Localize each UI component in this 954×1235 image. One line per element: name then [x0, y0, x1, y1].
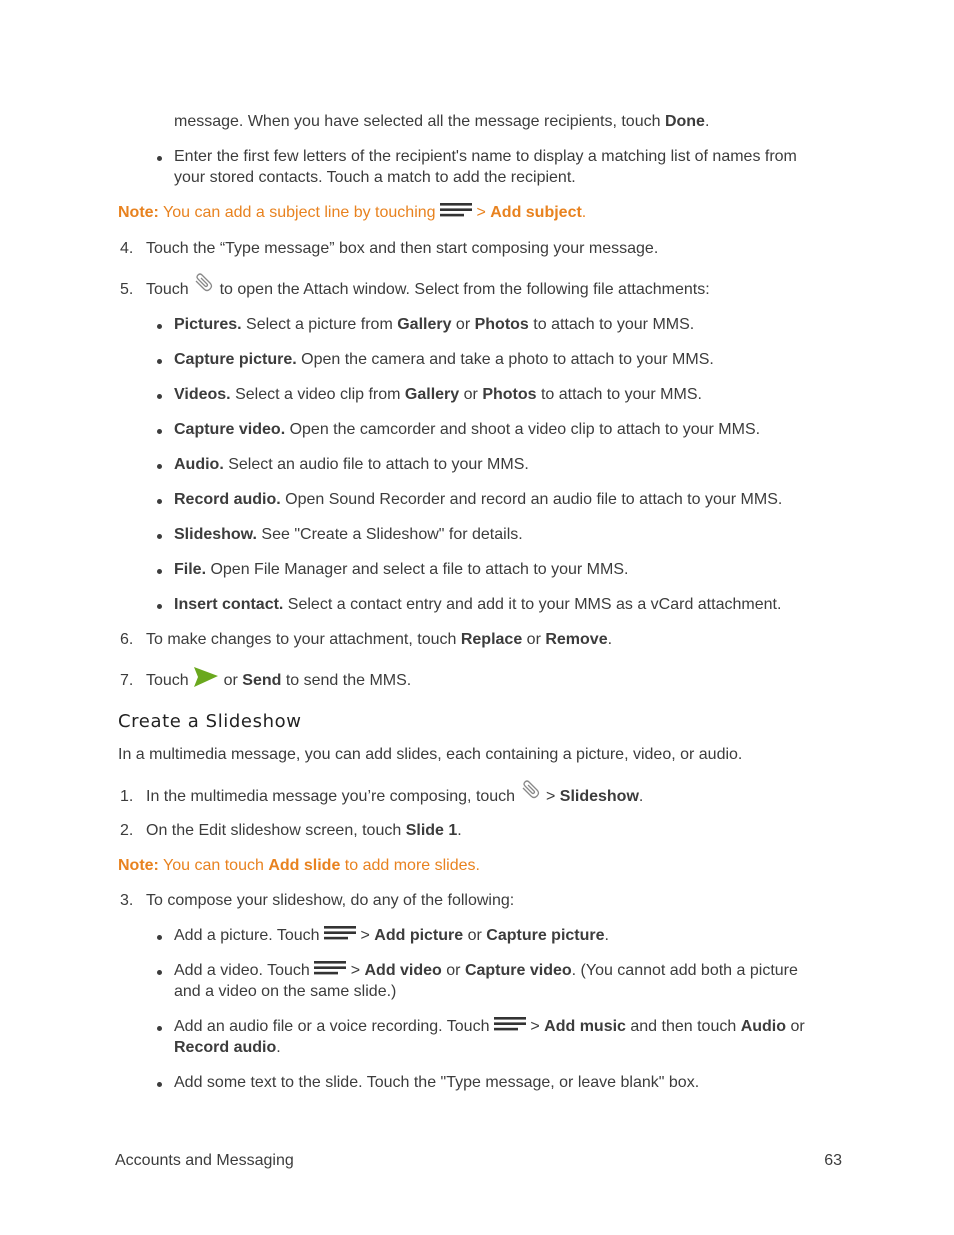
menu-icon — [314, 960, 346, 981]
step-number: 7. — [120, 672, 134, 689]
menu-icon — [440, 202, 472, 223]
step-number: 6. — [120, 631, 134, 648]
attach-item-insert-contact: Insert contact. Select a contact entry and add it to your MMS as a vCard attachment. — [174, 596, 782, 613]
compose-add-video: Add a video. Touch > Add video or Capture video. (You cannot add both a picture — [174, 960, 798, 981]
step-text: On the Edit slideshow screen, touch Slide 1. — [146, 822, 462, 839]
attach-item-pictures: Pictures. Select a picture from Gallery or Photos to attach to your MMS. — [174, 316, 695, 333]
section-heading: Create a Slideshow — [118, 711, 302, 732]
bullet — [157, 1082, 162, 1087]
paperclip-icon — [520, 780, 542, 806]
compose-add-audio-cont: Record audio. — [174, 1039, 281, 1056]
attach-item-record-audio: Record audio. Open Sound Recorder and record an audio file to attach to your MMS. — [174, 491, 783, 508]
compose-add-text: Add some text to the slide. Touch the "Type message, or leave blank" box. — [174, 1074, 700, 1091]
bullet-text: your stored contacts. Touch a match to add the recipient. — [174, 169, 576, 186]
bullet — [157, 464, 162, 469]
bullet — [157, 604, 162, 609]
bullet — [157, 156, 162, 161]
step-number: 5. — [120, 281, 134, 298]
intro-line: message. When you have selected all the message recipients, touch Done. — [174, 113, 710, 130]
page-number: 63 — [824, 1152, 842, 1169]
attach-item-videos: Videos. Select a video clip from Gallery or Photos to attach to your MMS. — [174, 386, 702, 403]
bullet — [157, 935, 162, 940]
attach-item-audio: Audio. Select an audio file to attach to your MMS. — [174, 456, 529, 473]
bullet — [157, 499, 162, 504]
attach-item-slideshow: Slideshow. See "Create a Slideshow" for details. — [174, 526, 523, 543]
attach-item-capture-picture: Capture picture. Open the camera and take a photo to attach to your MMS. — [174, 351, 714, 368]
compose-add-video-cont: and a video on the same slide.) — [174, 983, 397, 1000]
bullet — [157, 359, 162, 364]
bullet — [157, 429, 162, 434]
step-text: In the multimedia message you’re composing, touch > Slideshow. — [146, 786, 643, 807]
menu-icon — [494, 1016, 526, 1037]
compose-add-audio: Add an audio file or a voice recording. Touch > Add music and then touch Audio or — [174, 1016, 805, 1037]
paperclip-icon — [193, 273, 215, 299]
menu-icon — [324, 925, 356, 946]
bullet — [157, 534, 162, 539]
note-add-slide: Note: You can touch Add slide to add more slides. — [118, 857, 480, 874]
bullet-text: Enter the first few letters of the recipient's name to display a matching list of names from — [174, 148, 797, 165]
section-intro: In a multimedia message, you can add slides, each containing a picture, video, or audio. — [118, 746, 743, 763]
step-text: To make changes to your attachment, touch Replace or Remove. — [146, 631, 613, 648]
bullet — [157, 1026, 162, 1031]
step-number: 1. — [120, 788, 134, 805]
bullet — [157, 569, 162, 574]
send-arrow-icon — [193, 666, 219, 694]
bullet — [157, 324, 162, 329]
bullet — [157, 970, 162, 975]
step-text: Touch or Send to send the MMS. — [146, 670, 411, 694]
step-number: 2. — [120, 822, 134, 839]
note-subject: Note: You can add a subject line by touching > Add subject. — [118, 202, 586, 223]
bullet — [157, 394, 162, 399]
compose-add-picture: Add a picture. Touch > Add picture or Capture picture. — [174, 925, 609, 946]
footer-section-name: Accounts and Messaging — [115, 1152, 294, 1169]
attach-item-file: File. Open File Manager and select a file to attach to your MMS. — [174, 561, 629, 578]
step-number: 4. — [120, 240, 134, 257]
attach-item-capture-video: Capture video. Open the camcorder and shoot a video clip to attach to your MMS. — [174, 421, 761, 438]
step-text: Touch to open the Attach window. Select from the following file attachments: — [146, 279, 710, 300]
step-text: Touch the “Type message” box and then start composing your message. — [146, 240, 659, 257]
step-text: To compose your slideshow, do any of the following: — [146, 892, 515, 909]
step-number: 3. — [120, 892, 134, 909]
